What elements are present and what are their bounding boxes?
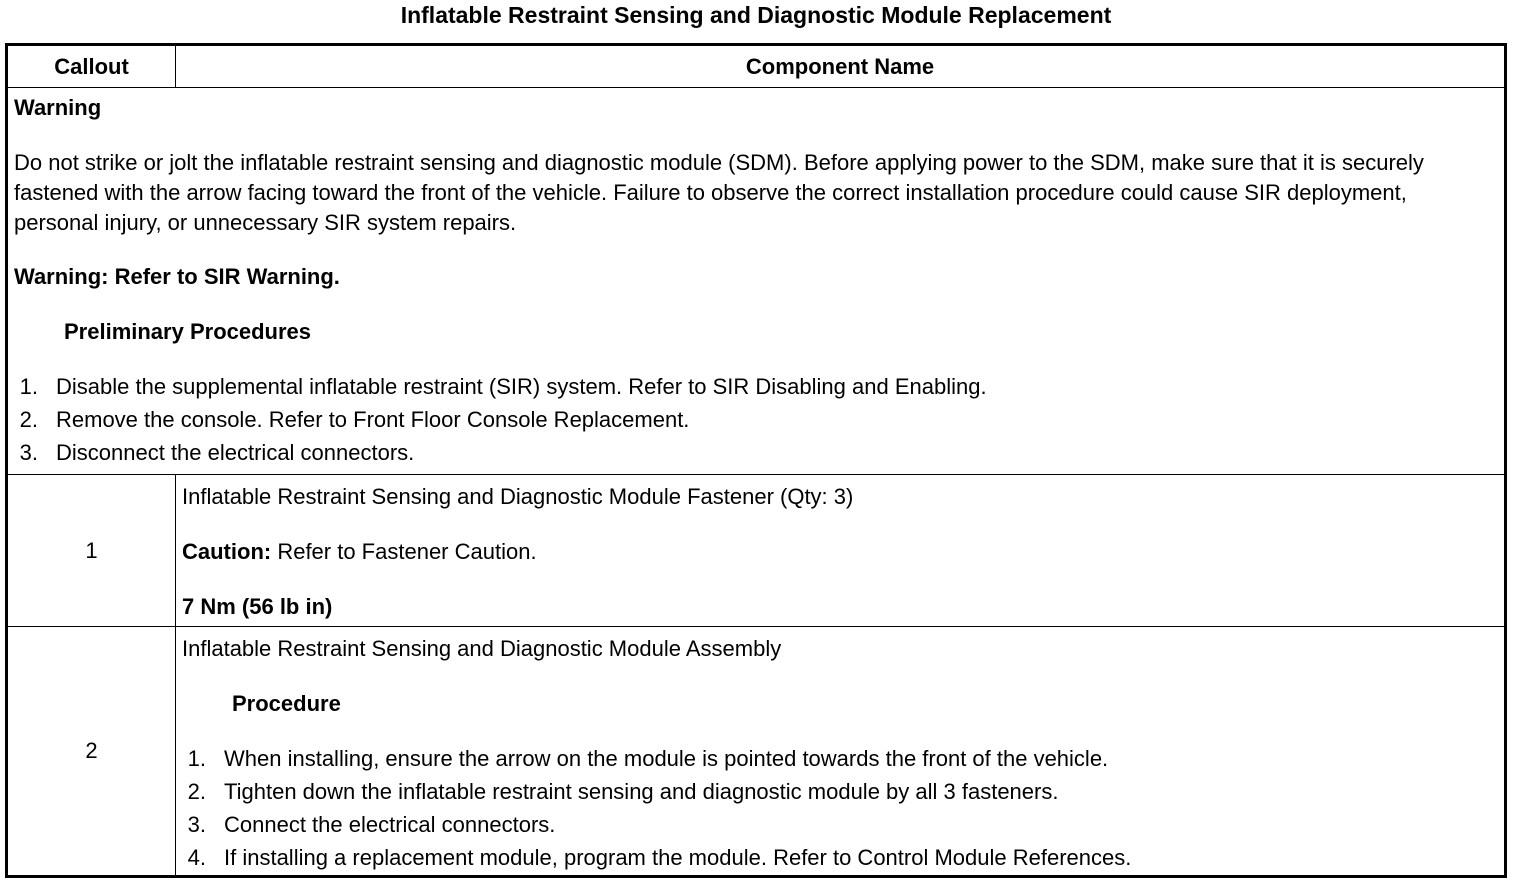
step-number: 3. (187, 812, 206, 837)
procedure-table (5, 43, 1507, 878)
step-text: Tighten down the inflatable restraint sensing and diagnostic module by all 3 fasteners. (224, 779, 1059, 804)
column-header-component-name: Component Name (176, 45, 1506, 88)
step-number: 1. (19, 374, 38, 399)
step-text: Connect the electrical connectors. (224, 812, 556, 837)
table-header-row (7, 45, 1506, 88)
callout-cell: 2 (7, 627, 176, 877)
step-number: 4. (187, 845, 206, 870)
column-header-callout: Callout (7, 45, 176, 88)
step-text: Disable the supplemental inflatable restraint (SIR) system. Refer to SIR Disabling and Enabling. (56, 374, 987, 399)
step-number: 3. (19, 440, 38, 465)
component-name: Inflatable Restraint Sensing and Diagnostic Module Assembly (182, 636, 782, 661)
intro-row (7, 88, 1506, 475)
list-item (8, 374, 987, 400)
table-row (7, 475, 1506, 627)
warning-text: Do not strike or jolt the inflatable restraint sensing and diagnostic module (SDM). Before applying power to the SDM, make sure that it is securely fastened with the arrow facing toward the front of the vehicle. Failure to observe the correct installation procedure could cause SIR deployment, personal injury, or unnecessary SIR system repairs. (14, 150, 1424, 235)
list-item (8, 440, 414, 466)
step-text: Disconnect the electrical connectors. (56, 440, 415, 465)
step-number: 2. (19, 407, 38, 432)
page-title: Inflatable Restraint Sensing and Diagnostic Module Replacement (400, 2, 1112, 28)
list-item (8, 407, 689, 433)
component-cell (176, 475, 1506, 627)
table-row (7, 627, 1506, 877)
component-name: Inflatable Restraint Sensing and Diagnostic Module Fastener (Qty: 3) (182, 484, 854, 509)
component-cell (176, 627, 1506, 877)
step-text: If installing a replacement module, program the module. Refer to Control Module References. (224, 845, 1132, 870)
callout-cell: 1 (7, 475, 176, 627)
list-item (176, 812, 555, 838)
preliminary-procedures-heading: Preliminary Procedures (64, 319, 312, 344)
step-text: When installing, ensure the arrow on the module is pointed towards the front of the vehicle. (224, 746, 1109, 771)
step-number: 2. (187, 779, 206, 804)
warning-reference: Warning: Refer to SIR Warning. (14, 264, 340, 289)
caution-line (182, 539, 537, 565)
list-item (176, 845, 1131, 871)
caution-label: Caution: (182, 539, 272, 564)
torque-spec: 7 Nm (56 lb in) (182, 594, 333, 619)
step-text: Remove the console. Refer to Front Floor Console Replacement. (56, 407, 690, 432)
caution-text: Refer to Fastener Caution. (271, 539, 537, 564)
step-number: 1. (187, 746, 206, 771)
procedure-heading: Procedure (232, 691, 341, 716)
list-item (176, 746, 1108, 772)
intro-cell (7, 88, 1506, 475)
warning-heading: Warning (14, 95, 102, 120)
list-item (176, 779, 1058, 805)
